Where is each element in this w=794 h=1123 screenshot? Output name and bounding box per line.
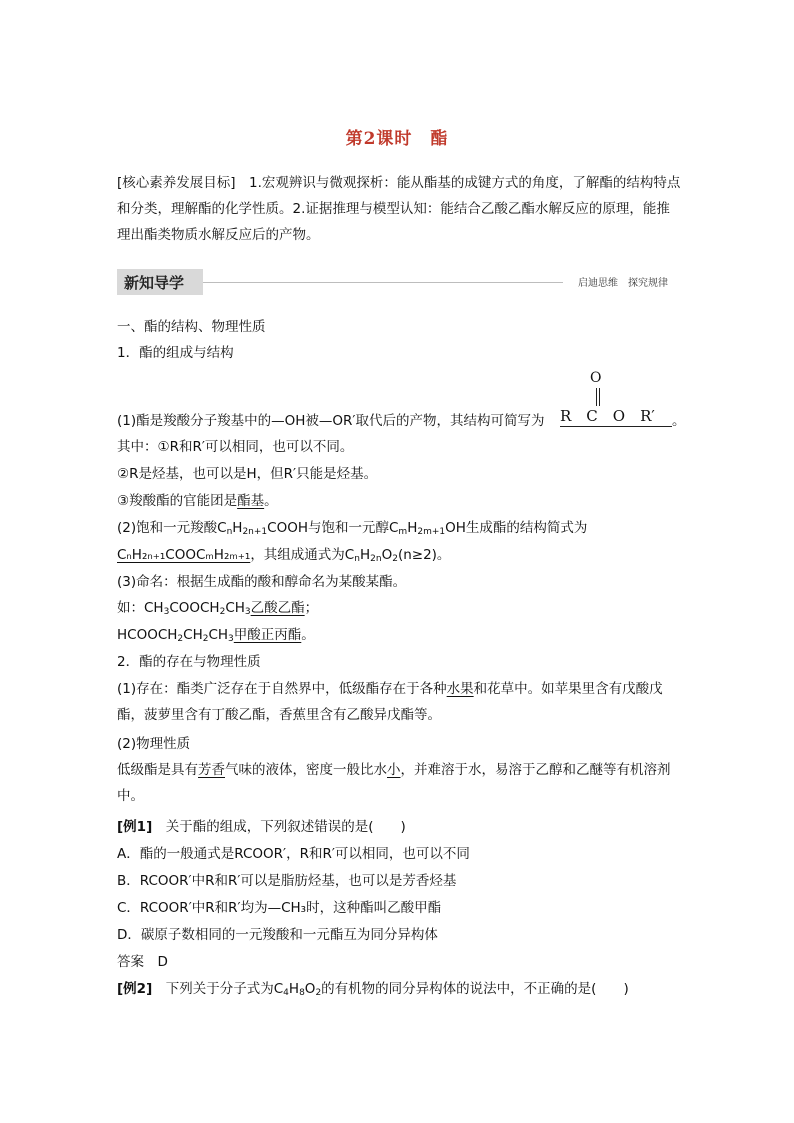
core-goals: [核心素养发展目标] 1.宏观辨识与微观探析：能从酯基的成键方式的角度，了解酯的结构特点和分类，理解酯的化学性质。2.证据推理与模型认知：能结合乙酸乙酯水解反应的原理，能推理出酯类物质水解反应后的产物。 <box>117 175 681 243</box>
example-2-stem: [例2] 下列关于分子式为$C_4H_8O_2$的有机物的同分异构体的说法中，不正确的是( ) <box>117 981 629 998</box>
section-banner-label: 新知导学 <box>124 274 185 292</box>
naming-example-2: $HCOOCH_2CH_2CH_3$甲酸正丙酯。 <box>117 627 315 644</box>
naming-example-1: 如：$CH_3COOCH_2CH_3$乙酸乙酯； <box>117 600 319 617</box>
subheading-existence: 2．酯的存在与物理性质 <box>117 654 261 670</box>
general-formula: CₙH₂ₙ₊₁COOCₘH₂ₘ₊₁，其组成通式为$C_nH_{2n}O_2(n\ge 2)$。 <box>117 547 451 564</box>
existence-paragraph: (1)存在：酯类广泛存在于自然界中，低级酯存在于各种水果和花草中。如苹果里含有戊酸戊酯，菠萝里含有丁酸乙酯，香蕉里含有乙酸异戊酯等。 <box>117 681 663 723</box>
banner-divider <box>203 282 563 283</box>
formula-double-bond-2 <box>599 388 600 406</box>
answer-small: 小 <box>387 762 401 778</box>
physical-properties-paragraph: 低级酯是具有芳香气味的液体，密度一般比水小，并难溶于水，易溶于乙醇和乙醚等有机溶剂中。 <box>117 762 671 804</box>
example-2-tag: [例2] <box>117 981 153 997</box>
naming-rule: (3)命名：根据生成酯的酸和醇命名为某酸某酯。 <box>117 574 407 590</box>
definition-text: (1)酯是羧酸分子羧基中的—OH被—OR′取代后的产物，其结构可简写为 <box>117 413 545 429</box>
answer-ester-group: 酯基 <box>237 493 265 509</box>
formula-double-bond <box>596 388 597 406</box>
example-1-option-b: B．RCOOR′中R和R′可以是脂肪烃基，也可以是芳香烃基 <box>117 873 457 889</box>
answer-propyl-formate: 甲酸正丙酯 <box>233 627 302 643</box>
saturated-ester-text: (2)饱和一元羧酸$C_nH_{2n+1}COOH$与饱和一元醇$C_mH_{2m+1}OH$生成酯的结构简式为 <box>117 520 588 537</box>
heading-structure: 一、酯的结构、物理性质 <box>117 319 266 335</box>
note-a: 其中：①R和R′可以相同，也可以不同。 <box>117 439 354 455</box>
banner-slogan: 启迪思维 探究规律 <box>578 278 668 289</box>
physical-properties-title: (2)物理性质 <box>117 736 191 752</box>
page-title: 第2课时 酯 <box>345 129 449 149</box>
formula-oxygen: O <box>590 370 602 386</box>
answer-ethyl-acetate: 乙酸乙酯 <box>250 600 305 616</box>
subheading-composition: 1．酯的组成与结构 <box>117 345 234 361</box>
answer-fruit: 水果 <box>446 681 474 697</box>
example-1-answer: 答案 D <box>117 954 168 970</box>
example-1-option-a: A．酯的一般通式是RCOOR′，R和R′可以相同，也可以不同 <box>117 846 470 862</box>
answer-structure: CₙH₂ₙ₊₁COOCₘH₂ₘ₊₁ <box>117 547 251 563</box>
note-b: ②R是烃基，也可以是H，但R′只能是烃基。 <box>117 466 378 482</box>
example-1-stem: [例1] 关于酯的组成，下列叙述错误的是( ) <box>117 819 406 835</box>
example-1-option-d: D．碳原子数相同的一元羧酸和一元酯互为同分异构体 <box>117 927 438 943</box>
answer-aromatic: 芳香 <box>198 762 225 778</box>
ester-formula: R C O R′ <box>560 405 672 427</box>
formula-period: 。 <box>672 413 686 429</box>
example-1-option-c: C．RCOOR′中R和R′均为—CH₃时，这种酯叫乙酸甲酯 <box>117 900 442 916</box>
note-c: ③羧酸酯的官能团是酯基。 <box>117 493 278 509</box>
example-1-tag: [例1] <box>117 819 153 835</box>
